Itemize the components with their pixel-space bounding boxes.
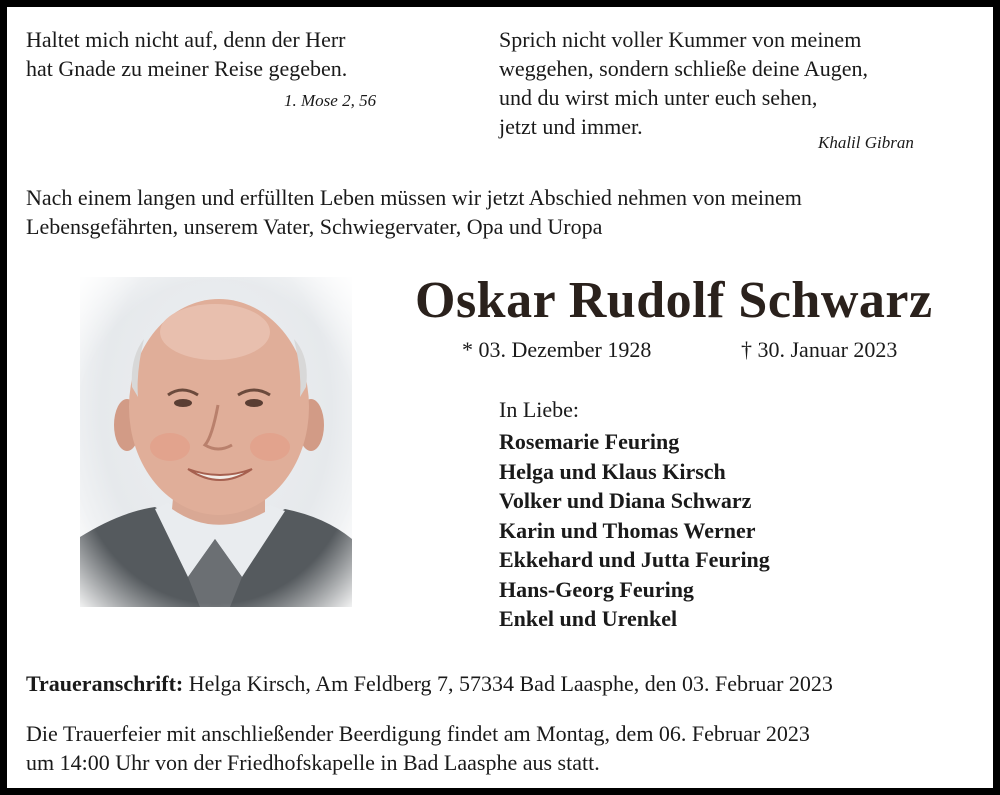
mourner-name: Rosemarie Feuring bbox=[499, 429, 680, 454]
quote-left-line: hat Gnade zu meiner Reise gegeben. bbox=[26, 56, 348, 81]
quote-left bbox=[26, 25, 347, 83]
mourner-name: Helga und Klaus Kirsch bbox=[499, 458, 726, 484]
intro-line: Nach einem langen und erfüllten Leben müssen wir jetzt Abschied nehmen von meinem bbox=[26, 185, 802, 210]
deceased-name: Oskar Rudolf Schwarz bbox=[415, 272, 933, 329]
quote-right-line: weggehen, sondern schließe deine Augen, bbox=[499, 56, 868, 81]
mourner-name: Volker und Diana Schwarz bbox=[499, 488, 752, 513]
quote-right-line: und du wirst mich unter euch sehen, bbox=[499, 85, 818, 110]
quote-left-source: 1. Mose 2, 56 bbox=[284, 91, 377, 110]
quote-right-source: Khalil Gibran bbox=[818, 133, 914, 152]
portrait-photo bbox=[80, 277, 352, 607]
address-text: Helga Kirsch, Am Feldberg 7, 57334 Bad Laasphe, den 03. Februar 2023 bbox=[183, 671, 833, 696]
address-label: Traueranschrift: bbox=[26, 671, 184, 696]
mourner-name: Ekkehard und Jutta Feuring bbox=[499, 547, 770, 572]
mourners-list bbox=[499, 427, 770, 634]
quote-left-line: Haltet mich nicht auf, denn der Herr bbox=[26, 27, 346, 52]
portrait-illustration bbox=[80, 277, 352, 607]
ceremony-line: Die Trauerfeier mit anschließender Beerdigung findet am Montag, dem 06. Februar 2023 bbox=[26, 721, 810, 746]
mourner-name: Karin und Thomas Werner bbox=[499, 517, 756, 543]
ceremony-info bbox=[26, 719, 810, 777]
obituary-card bbox=[7, 7, 993, 788]
funeral-address bbox=[26, 671, 833, 697]
intro-text bbox=[26, 183, 802, 241]
mourners-heading: In Liebe: bbox=[499, 397, 580, 422]
intro-line: Lebensgefährten, unserem Vater, Schwiegervater, Opa und Uropa bbox=[26, 214, 603, 239]
quote-right-line: Sprich nicht voller Kummer von meinem bbox=[499, 27, 862, 52]
ceremony-line: um 14:00 Uhr von der Friedhofskapelle in Bad Laasphe aus statt. bbox=[26, 750, 600, 775]
death-date: † 30. Januar 2023 bbox=[741, 337, 898, 362]
quote-right bbox=[499, 25, 868, 141]
mourner-name: Enkel und Urenkel bbox=[499, 606, 678, 631]
mourner-name: Hans-Georg Feuring bbox=[499, 576, 694, 602]
quote-right-line: jetzt und immer. bbox=[499, 114, 643, 139]
birth-date: * 03. Dezember 1928 bbox=[462, 337, 652, 362]
